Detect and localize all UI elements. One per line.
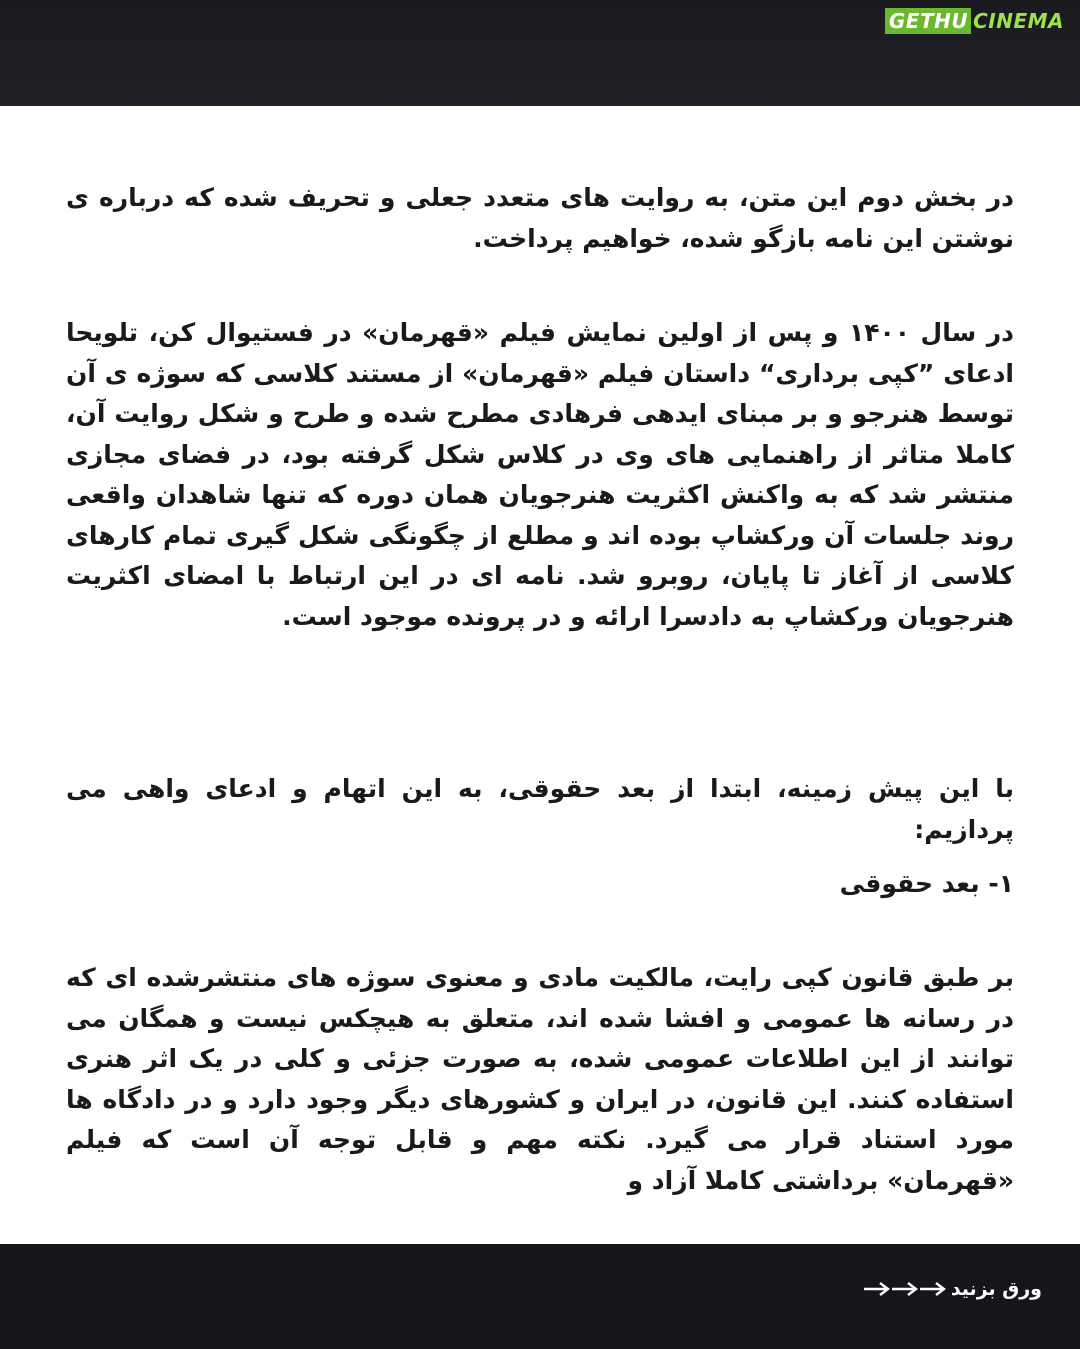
arrow-right-icon (863, 1281, 947, 1297)
paragraph-preface: با این پیش زمینه، ابتدا از بعد حقوقی، به این اتهام و ادعای واهی می پردازیم: (66, 774, 1014, 844)
logo-part-b: CINEMA (973, 9, 1064, 33)
section-heading-legal: ۱- بعد حقوقی (839, 869, 1014, 898)
paragraph-intro: در بخش دوم این متن، به روایت های متعدد جعلی و تحریف شده که درباره ی نوشتن این نامه بازگو شده، خواهیم پرداخت. (66, 183, 1014, 253)
arrow-right-icon (863, 1281, 891, 1297)
arrow-right-icon (919, 1281, 947, 1297)
bottom-bar (0, 1244, 1080, 1349)
article-page (0, 106, 1080, 1244)
swipe-label: ورق بزنید (950, 1278, 1042, 1300)
arrow-right-icon (891, 1281, 919, 1297)
paragraph-background: در سال ۱۴۰۰ و پس از اولین نمایش فیلم «قهرمان» در فستیوال کن، تلویحا ادعای ”کپی برداری“ داستان فیلم «قهرمان» از مستند کلاسی که سوژه ی آن توسط هنرجو و بر مبنای ایدهی فرهادی مطرح شده و طرح و شکل روایت آن، کاملا متاثر از راهنمایی های وی در کلاس شکل گرفته بود، در فضای مجازی منتشر شد که به واکنش اکثریت هنرجویان همان دوره که تنها شاهدان واقعی روند جلسات آن ورکشاپ بوده اند و مطلع از چگونگی شکل گیری تمام کارهای کلاسی از آغاز تا پایان، روبرو شد. نامه ای در این ارتباط با امضای اکثریت هنرجویان ورکشاپ به دادسرا ارائه و در پرونده موجود است. (66, 318, 1014, 631)
logo-part-a: GETHU (885, 8, 971, 34)
logo (885, 6, 1066, 36)
top-bar (0, 0, 1080, 106)
swipe-hint[interactable] (857, 1278, 1042, 1300)
paragraph-copyright-law: بر طبق قانون کپی رایت، مالکیت مادی و معنوی سوژه های منتشرشده ای که در رسانه ها عمومی و افشا شده اند، متعلق به هیچکس نیست و همگان می توانند از این اطلاعات عمومی شده، به صورت جزئی و کلی در یک اثر هنری استفاده کنند. این قانون، در ایران و کشورهای دیگر وجود دارد و در دادگاه ها مورد استناد قرار می گیرد. نکته مهم و قابل توجه آن است که فیلم «قهرمان» برداشتی کاملا آزاد و (66, 963, 1014, 1195)
